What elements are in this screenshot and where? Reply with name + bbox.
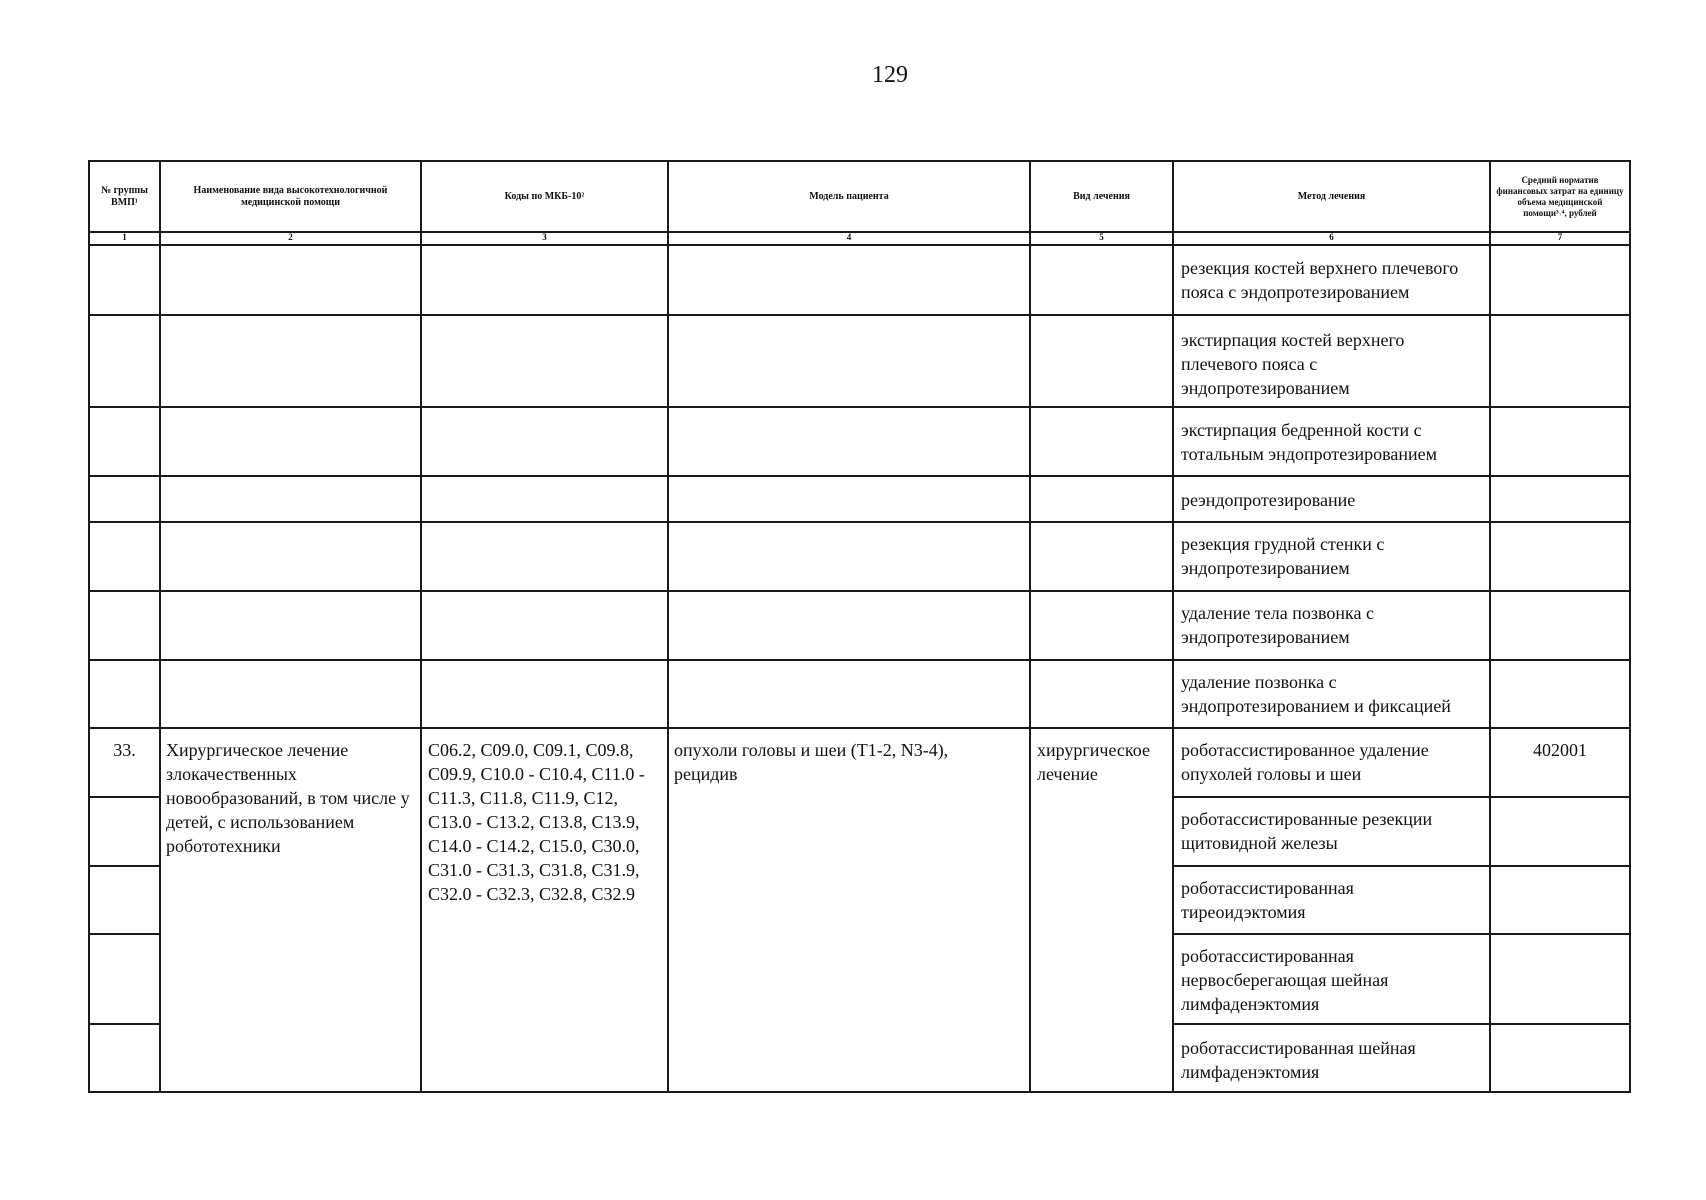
column-number: 4 <box>846 232 852 242</box>
column-number: 5 <box>1099 232 1104 242</box>
method-cell: роботассистированные резекции щитовидной железы <box>1181 809 1433 853</box>
method-cell: экстирпация костей верхнего плечевого пояса с эндопротезированием <box>1181 330 1405 398</box>
method-cell: роботассистированная шейная лимфаденэктомия <box>1181 1038 1416 1082</box>
method-cell: роботассистированная тиреоидэктомия <box>1181 878 1354 922</box>
header-col-cost-standard: Средний норматив финансовых затрат на единицу объема медицинской помощи³˒⁴, рублей <box>1496 174 1624 218</box>
header-col-treatment-type: Вид лечения <box>1073 190 1130 202</box>
page-number: 129 <box>872 62 908 88</box>
method-cell: реэндопротезирование <box>1181 490 1356 510</box>
header-col-treatment-method: Метод лечения <box>1297 190 1366 202</box>
method-cell: экстирпация бедренной кости с тотальным эндопротезированием <box>1181 420 1438 464</box>
header-col-group-number: № группы ВМП¹ <box>101 184 148 208</box>
icd-codes: C06.2, C09.0, C09.1, C09.8, C09.9, C10.0 - C10.4, C11.0 - C11.3, C11.8, C11.9, C12, C13.0 - C13.2, C13.8, C13.9, C14.0 - C14.2, C15.0, C30.0, C31.0 - C31.3, C31.8, C31.9, C32.0 - C32.3, C32.8, C32.9 <box>428 740 645 904</box>
treatment-type: хирургическое лечение <box>1037 740 1150 784</box>
column-number: 7 <box>1557 232 1563 242</box>
method-cell: резекция костей верхнего плечевого пояса с эндопротезированием <box>1181 258 1459 302</box>
column-number: 2 <box>288 232 293 242</box>
column-number: 6 <box>1329 232 1334 242</box>
group-number: 33. <box>113 740 136 760</box>
method-cell: роботассистированное удаление опухолей головы и шеи <box>1181 740 1429 784</box>
cost-standard: 402001 <box>1533 740 1587 760</box>
method-cell: роботассистированная нервосберегающая шейная лимфаденэктомия <box>1181 946 1389 1014</box>
method-cell: удаление позвонка с эндопротезированием и фиксацией <box>1181 672 1451 716</box>
column-number: 3 <box>542 232 547 242</box>
method-cell: резекция грудной стенки с эндопротезированием <box>1181 534 1385 578</box>
method-cell: удаление тела позвонка с эндопротезированием <box>1181 603 1374 647</box>
header-col-icd-codes: Коды по МКБ-10² <box>504 190 585 202</box>
header-col-care-type: Наименование вида высокотехнологичной медицинской помощи <box>193 184 388 208</box>
header-col-patient-model: Модель пациента <box>809 190 889 202</box>
patient-model: опухоли головы и шеи (T1-2, N3-4), рецидив <box>674 740 949 784</box>
column-number: 1 <box>122 232 127 242</box>
care-type-name: Хирургическое лечение злокачественных новообразований, в том числе у детей, с использованием робототехники <box>166 740 410 856</box>
